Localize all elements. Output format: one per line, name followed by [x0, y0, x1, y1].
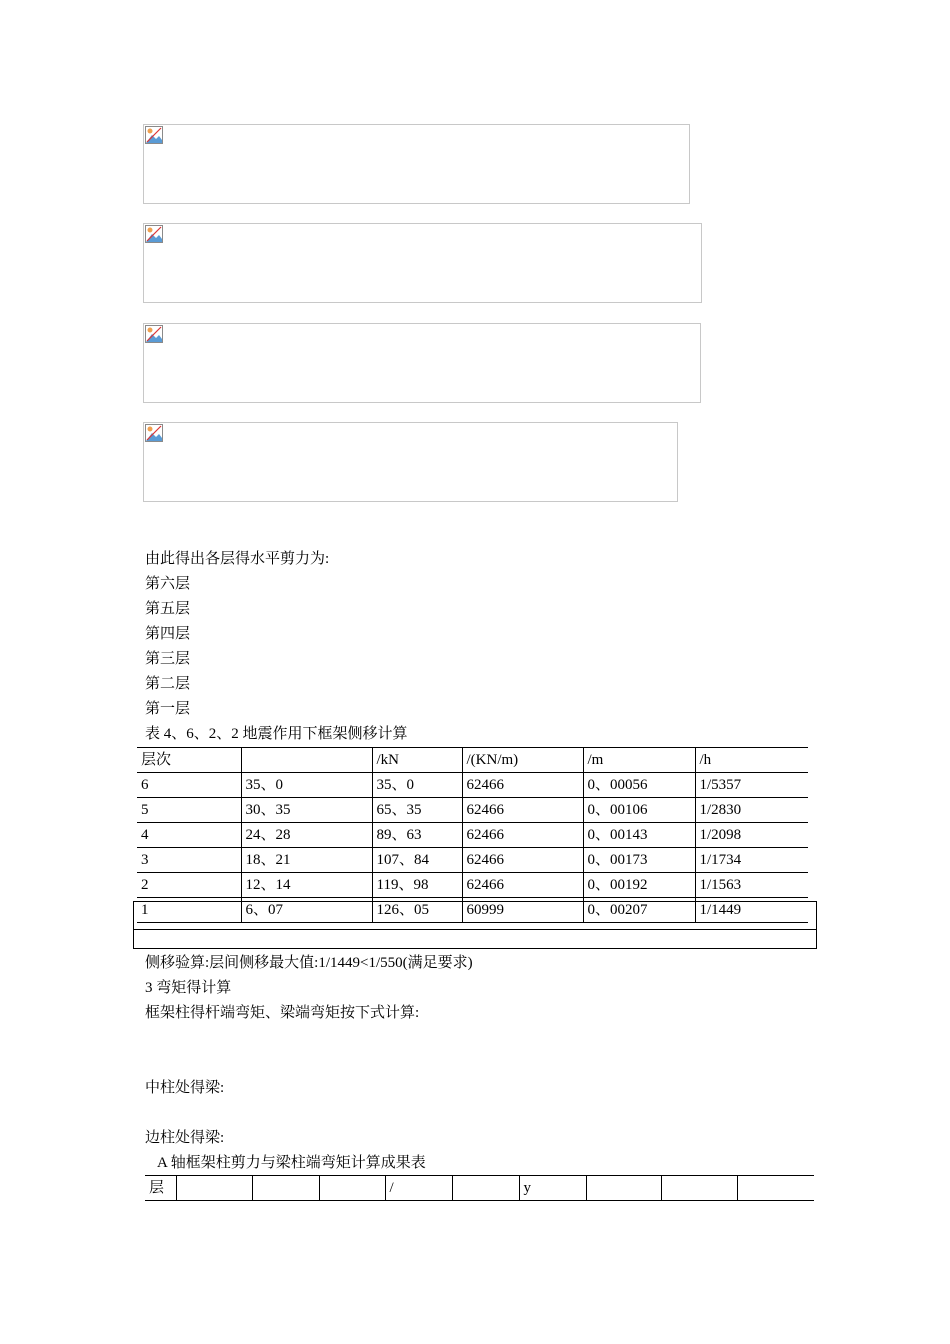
table-cell: 65、35 — [372, 798, 462, 823]
intro-text: 由此得出各层得水平剪力为: — [145, 551, 330, 567]
table-cell: 89、63 — [372, 823, 462, 848]
broken-image-icon — [145, 126, 163, 144]
table-cell: 1/1449 — [695, 898, 808, 923]
header-cell — [737, 1176, 814, 1201]
header-cell: /m — [583, 748, 695, 773]
table-cell: 35、0 — [241, 773, 372, 798]
formula-image-2 — [143, 223, 702, 303]
table-cell: 62466 — [462, 823, 583, 848]
table-cell: 119、98 — [372, 873, 462, 898]
table-cell: 0、00207 — [583, 898, 695, 923]
floor-5-label: 第五层 — [145, 601, 191, 617]
middle-column-text: 中柱处得梁: — [145, 1080, 225, 1096]
table-cell: 6 — [137, 773, 241, 798]
table-row — [137, 823, 808, 848]
table-cell: 18、21 — [241, 848, 372, 873]
table-cell: 1/2830 — [695, 798, 808, 823]
table-cell: 12、14 — [241, 873, 372, 898]
table-cell: 2 — [137, 873, 241, 898]
floor-3-label: 第三层 — [145, 651, 191, 667]
floor-2-label: 第二层 — [145, 676, 191, 692]
header-cell — [319, 1176, 385, 1201]
header-cell: /(KN/m) — [462, 748, 583, 773]
table-cell: 126、05 — [372, 898, 462, 923]
table-cell: 60999 — [462, 898, 583, 923]
table-cell: 1/5357 — [695, 773, 808, 798]
table-frame-divider — [133, 929, 817, 930]
table-cell: 5 — [137, 798, 241, 823]
table-cell: 30、35 — [241, 798, 372, 823]
header-cell: y — [519, 1176, 586, 1201]
broken-image-icon — [145, 325, 163, 343]
table-cell: 0、00192 — [583, 873, 695, 898]
header-cell — [586, 1176, 661, 1201]
header-cell — [241, 748, 372, 773]
header-cell: / — [385, 1176, 452, 1201]
table-cell: 0、00143 — [583, 823, 695, 848]
floor-4-label: 第四层 — [145, 626, 191, 642]
table-cell: 62466 — [462, 798, 583, 823]
table-cell: 62466 — [462, 848, 583, 873]
table-cell: 3 — [137, 848, 241, 873]
section-description: 框架柱得杆端弯矩、梁端弯矩按下式计算: — [145, 1005, 420, 1021]
table-cell: 6、07 — [241, 898, 372, 923]
formula-image-4 — [143, 422, 678, 502]
header-cell: 层次 — [137, 748, 241, 773]
table-cell: 0、00056 — [583, 773, 695, 798]
table-cell: 35、0 — [372, 773, 462, 798]
header-cell: /kN — [372, 748, 462, 773]
header-cell — [176, 1176, 252, 1201]
formula-image-3 — [143, 323, 701, 403]
floor-1-label: 第一层 — [145, 701, 191, 717]
table-cell: 62466 — [462, 773, 583, 798]
table-cell: 1/2098 — [695, 823, 808, 848]
table-cell: 0、00106 — [583, 798, 695, 823]
table-cell: 1 — [137, 898, 241, 923]
table-row — [137, 798, 808, 823]
table1-caption: 表 4、6、2、2 地震作用下框架侧移计算 — [145, 726, 408, 742]
header-cell — [661, 1176, 737, 1201]
table-frame-box — [133, 901, 817, 949]
a-axis-table — [145, 1175, 814, 1201]
header-cell: /h — [695, 748, 808, 773]
drift-table — [137, 747, 808, 923]
drift-check-text: 侧移验算:层间侧移最大值:1/1449<1/550(满足要求) — [145, 955, 473, 971]
table-header-row — [145, 1176, 814, 1201]
header-cell — [252, 1176, 319, 1201]
table-cell: 0、00173 — [583, 848, 695, 873]
broken-image-icon — [145, 225, 163, 243]
broken-image-icon — [145, 424, 163, 442]
header-cell: 层 — [145, 1176, 176, 1201]
floor-6-label: 第六层 — [145, 576, 191, 592]
table-header-row — [137, 748, 808, 773]
table-cell: 4 — [137, 823, 241, 848]
table-cell: 107、84 — [372, 848, 462, 873]
header-cell — [452, 1176, 519, 1201]
table-cell: 24、28 — [241, 823, 372, 848]
section-title: 3 弯矩得计算 — [145, 980, 232, 996]
table-row — [137, 773, 808, 798]
table-cell: 1/1563 — [695, 873, 808, 898]
table-cell: 1/1734 — [695, 848, 808, 873]
formula-image-1 — [143, 124, 690, 204]
table-row — [137, 873, 808, 898]
edge-column-text: 边柱处得梁: — [145, 1130, 225, 1146]
table2-caption: A 轴框架柱剪力与梁柱端弯矩计算成果表 — [157, 1155, 426, 1171]
table-row — [137, 848, 808, 873]
table-cell: 62466 — [462, 873, 583, 898]
